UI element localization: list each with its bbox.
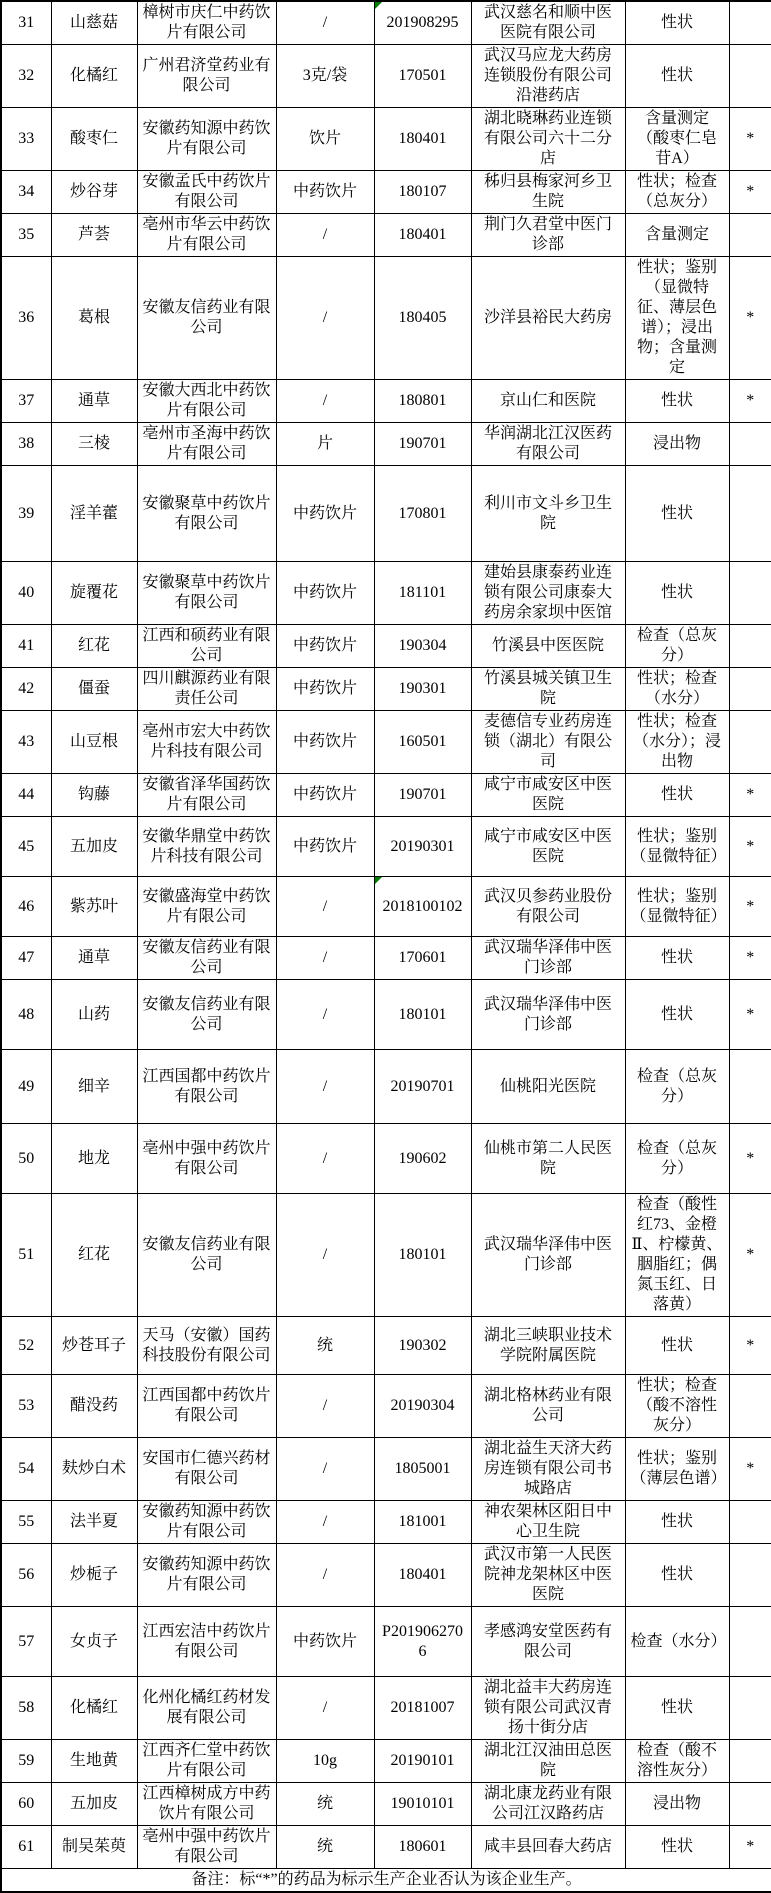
- table-row: [1, 1438, 771, 1501]
- batch-cell: 20190101: [374, 1740, 471, 1783]
- star-cell: [729, 1740, 771, 1783]
- test-items-cell: 检查（总灰分）: [625, 1050, 729, 1124]
- batch-cell: 2018100102: [374, 877, 471, 937]
- batch-cell: 180401: [374, 214, 471, 257]
- sampled-unit-cell: 咸宁市咸安区中医医院: [471, 817, 625, 877]
- drug-name-cell: 化橘红: [51, 1677, 137, 1740]
- test-items-cell: 性状；检查（水分）: [625, 668, 729, 711]
- spec-cell: 统: [276, 1317, 374, 1375]
- star-cell: [729, 1501, 771, 1544]
- spec-cell: /: [276, 877, 374, 937]
- star-cell: [729, 1607, 771, 1677]
- batch-cell: 181001: [374, 1501, 471, 1544]
- table-row: [1, 1544, 771, 1607]
- spec-cell: /: [276, 1194, 374, 1317]
- seq-cell: 58: [1, 1677, 51, 1740]
- manufacturer-cell: 安徽大西北中药饮片有限公司: [137, 380, 276, 423]
- sampled-unit-cell: 湖北益丰大药房连锁有限公司武汉青扬十街分店: [471, 1677, 625, 1740]
- star-cell: *: [729, 108, 771, 171]
- star-cell: *: [729, 1124, 771, 1194]
- sampled-unit-cell: 武汉瑞华泽伟中医门诊部: [471, 937, 625, 980]
- spec-cell: 中药饮片: [276, 774, 374, 817]
- spec-cell: /: [276, 1050, 374, 1124]
- seq-cell: 59: [1, 1740, 51, 1783]
- star-cell: *: [729, 257, 771, 380]
- table-row: [1, 466, 771, 562]
- drug-name-cell: 通草: [51, 380, 137, 423]
- table-row: [1, 1124, 771, 1194]
- sampled-unit-cell: 咸丰县回春大药店: [471, 1826, 625, 1869]
- table-row: [1, 380, 771, 423]
- sampled-unit-cell: 秭归县梅家河乡卫生院: [471, 171, 625, 214]
- batch-cell: 1805001: [374, 1438, 471, 1501]
- table-row: [1, 1, 771, 45]
- spec-cell: 中药饮片: [276, 171, 374, 214]
- table-row: [1, 1826, 771, 1869]
- table-row: [1, 1501, 771, 1544]
- manufacturer-cell: 安徽药知源中药饮片有限公司: [137, 1544, 276, 1607]
- seq-cell: 61: [1, 1826, 51, 1869]
- footnote: 备注：标“*”的药品为标示生产企业否认为该企业生产。: [1, 1869, 771, 1893]
- manufacturer-cell: 樟树市庆仁中药饮片有限公司: [137, 1, 276, 45]
- spec-cell: /: [276, 1438, 374, 1501]
- manufacturer-cell: 安徽华鼎堂中药饮片科技有限公司: [137, 817, 276, 877]
- batch-cell: 170801: [374, 466, 471, 562]
- table-row: [1, 1607, 771, 1677]
- spec-cell: 中药饮片: [276, 466, 374, 562]
- test-items-cell: 性状: [625, 1544, 729, 1607]
- table-row: [1, 937, 771, 980]
- star-cell: [729, 466, 771, 562]
- sampled-unit-cell: 湖北三峡职业技术学院附属医院: [471, 1317, 625, 1375]
- manufacturer-cell: 安徽友信药业有限公司: [137, 937, 276, 980]
- batch-cell: 180801: [374, 380, 471, 423]
- sampled-unit-cell: 仙桃阳光医院: [471, 1050, 625, 1124]
- sampled-unit-cell: 麦德信专业药房连锁（湖北）有限公司: [471, 711, 625, 774]
- star-cell: [729, 1375, 771, 1438]
- spec-cell: /: [276, 1501, 374, 1544]
- drug-name-cell: 山慈菇: [51, 1, 137, 45]
- drug-name-cell: 酸枣仁: [51, 108, 137, 171]
- spec-cell: 统: [276, 1826, 374, 1869]
- drug-name-cell: 葛根: [51, 257, 137, 380]
- spec-cell: 中药饮片: [276, 562, 374, 625]
- seq-cell: 48: [1, 980, 51, 1050]
- batch-cell: 181101: [374, 562, 471, 625]
- seq-cell: 50: [1, 1124, 51, 1194]
- seq-cell: 44: [1, 774, 51, 817]
- manufacturer-cell: 安国市仁德兴药材有限公司: [137, 1438, 276, 1501]
- drug-name-cell: 化橘红: [51, 45, 137, 108]
- test-items-cell: 性状；检查（水分）；浸出物: [625, 711, 729, 774]
- test-items-cell: 性状；检查（酸不溶性灰分）: [625, 1375, 729, 1438]
- table-row: [1, 711, 771, 774]
- manufacturer-cell: 江西国都中药饮片有限公司: [137, 1375, 276, 1438]
- sampled-unit-cell: 咸宁市咸安区中医医院: [471, 774, 625, 817]
- seq-cell: 42: [1, 668, 51, 711]
- test-items-cell: 性状；鉴别（显微特征）: [625, 817, 729, 877]
- seq-cell: 36: [1, 257, 51, 380]
- batch-cell: 180401: [374, 1544, 471, 1607]
- test-items-cell: 性状；检查（总灰分）: [625, 171, 729, 214]
- manufacturer-cell: 江西和硕药业有限公司: [137, 625, 276, 668]
- test-items-cell: 性状: [625, 562, 729, 625]
- test-items-cell: 检查（水分）: [625, 1607, 729, 1677]
- test-items-cell: 性状；鉴别（薄层色谱）: [625, 1438, 729, 1501]
- drug-name-cell: 麸炒白术: [51, 1438, 137, 1501]
- test-items-cell: 性状: [625, 466, 729, 562]
- drug-name-cell: 钩藤: [51, 774, 137, 817]
- sampled-unit-cell: 华润湖北江汉医药有限公司: [471, 423, 625, 466]
- sampled-unit-cell: 武汉贝参药业股份有限公司: [471, 877, 625, 937]
- star-cell: *: [729, 171, 771, 214]
- seq-cell: 55: [1, 1501, 51, 1544]
- seq-cell: 57: [1, 1607, 51, 1677]
- star-cell: *: [729, 1194, 771, 1317]
- star-cell: [729, 1, 771, 45]
- batch-cell: 20190301: [374, 817, 471, 877]
- sampled-unit-cell: 沙洋县裕民大药房: [471, 257, 625, 380]
- test-items-cell: 浸出物: [625, 1783, 729, 1826]
- seq-cell: 39: [1, 466, 51, 562]
- sampled-unit-cell: 湖北益生天济大药房连锁有限公司书城路店: [471, 1438, 625, 1501]
- manufacturer-cell: 江西齐仁堂中药饮片有限公司: [137, 1740, 276, 1783]
- drug-table-body: [1, 1, 771, 1869]
- star-cell: *: [729, 1317, 771, 1375]
- seq-cell: 40: [1, 562, 51, 625]
- test-items-cell: 性状；鉴别（显微特征）: [625, 877, 729, 937]
- cell-flag-triangle-icon: [375, 877, 382, 884]
- batch-cell: 190602: [374, 1124, 471, 1194]
- table-row: [1, 214, 771, 257]
- seq-cell: 43: [1, 711, 51, 774]
- star-cell: *: [729, 380, 771, 423]
- sampled-unit-cell: 孝感鸿安堂医药有限公司: [471, 1607, 625, 1677]
- seq-cell: 47: [1, 937, 51, 980]
- manufacturer-cell: 江西樟树成方中药饮片有限公司: [137, 1783, 276, 1826]
- drug-name-cell: 五加皮: [51, 817, 137, 877]
- spec-cell: 中药饮片: [276, 711, 374, 774]
- spec-cell: 10g: [276, 1740, 374, 1783]
- drug-name-cell: 制吴茱萸: [51, 1826, 137, 1869]
- seq-cell: 31: [1, 1, 51, 45]
- sampled-unit-cell: 武汉马应龙大药房连锁股份有限公司沿港药店: [471, 45, 625, 108]
- spec-cell: /: [276, 257, 374, 380]
- test-items-cell: 性状: [625, 937, 729, 980]
- manufacturer-cell: 安徽友信药业有限公司: [137, 257, 276, 380]
- drug-name-cell: 法半夏: [51, 1501, 137, 1544]
- sampled-unit-cell: 武汉慈名和顺中医医院有限公司: [471, 1, 625, 45]
- spec-cell: 饮片: [276, 108, 374, 171]
- drug-name-cell: 炒谷芽: [51, 171, 137, 214]
- drug-name-cell: 醋没药: [51, 1375, 137, 1438]
- batch-cell: 170601: [374, 937, 471, 980]
- spec-cell: /: [276, 1544, 374, 1607]
- test-items-cell: 性状: [625, 774, 729, 817]
- batch-cell: 180401: [374, 108, 471, 171]
- table-row: [1, 1783, 771, 1826]
- sampled-unit-cell: 武汉瑞华泽伟中医门诊部: [471, 980, 625, 1050]
- manufacturer-cell: 安徽聚草中药饮片有限公司: [137, 562, 276, 625]
- test-items-cell: 性状: [625, 1826, 729, 1869]
- drug-name-cell: 女贞子: [51, 1607, 137, 1677]
- cell-flag-triangle-icon: [375, 2, 382, 9]
- table-row: [1, 625, 771, 668]
- sampled-unit-cell: 湖北晓琳药业连锁有限公司六十二分店: [471, 108, 625, 171]
- sampled-unit-cell: 建始县康泰药业连锁有限公司康泰大药房余家坝中医馆: [471, 562, 625, 625]
- spec-cell: /: [276, 1, 374, 45]
- seq-cell: 34: [1, 171, 51, 214]
- test-items-cell: 性状；鉴别（显微特征、薄层色谱）；浸出物；含量测定: [625, 257, 729, 380]
- manufacturer-cell: 四川麒源药业有限责任公司: [137, 668, 276, 711]
- spec-cell: 中药饮片: [276, 625, 374, 668]
- spec-cell: /: [276, 980, 374, 1050]
- test-items-cell: 性状: [625, 1677, 729, 1740]
- batch-cell: 160501: [374, 711, 471, 774]
- table-row: [1, 668, 771, 711]
- drug-name-cell: 僵蚕: [51, 668, 137, 711]
- manufacturer-cell: 亳州中强中药饮片有限公司: [137, 1826, 276, 1869]
- spec-cell: 片: [276, 423, 374, 466]
- spec-cell: /: [276, 1677, 374, 1740]
- manufacturer-cell: 广州君济堂药业有限公司: [137, 45, 276, 108]
- table-row: [1, 1317, 771, 1375]
- batch-cell: 180101: [374, 980, 471, 1050]
- manufacturer-cell: 安徽盛海堂中药饮片有限公司: [137, 877, 276, 937]
- batch-cell: 20181007: [374, 1677, 471, 1740]
- seq-cell: 46: [1, 877, 51, 937]
- star-cell: [729, 668, 771, 711]
- table-row: [1, 774, 771, 817]
- drug-name-cell: 淫羊藿: [51, 466, 137, 562]
- sampled-unit-cell: 湖北江汉油田总医院: [471, 1740, 625, 1783]
- test-items-cell: 性状: [625, 1501, 729, 1544]
- table-row: [1, 1375, 771, 1438]
- seq-cell: 56: [1, 1544, 51, 1607]
- star-cell: [729, 711, 771, 774]
- manufacturer-cell: 亳州市圣海中药饮片有限公司: [137, 423, 276, 466]
- test-items-cell: 性状: [625, 45, 729, 108]
- test-items-cell: 性状: [625, 1317, 729, 1375]
- manufacturer-cell: 亳州市宏大中药饮片科技有限公司: [137, 711, 276, 774]
- sampled-unit-cell: 竹溪县中医医院: [471, 625, 625, 668]
- spec-cell: 统: [276, 1783, 374, 1826]
- manufacturer-cell: 亳州中强中药饮片有限公司: [137, 1124, 276, 1194]
- sampled-unit-cell: 竹溪县城关镇卫生院: [471, 668, 625, 711]
- test-items-cell: 检查（酸不溶性灰分）: [625, 1740, 729, 1783]
- star-cell: *: [729, 877, 771, 937]
- manufacturer-cell: 安徽药知源中药饮片有限公司: [137, 108, 276, 171]
- sampled-unit-cell: 利川市文斗乡卫生院: [471, 466, 625, 562]
- manufacturer-cell: 安徽友信药业有限公司: [137, 980, 276, 1050]
- batch-cell: 20190701: [374, 1050, 471, 1124]
- table-row: [1, 1050, 771, 1124]
- batch-cell: 180107: [374, 171, 471, 214]
- star-cell: *: [729, 980, 771, 1050]
- table-row: [1, 108, 771, 171]
- drug-name-cell: 山豆根: [51, 711, 137, 774]
- seq-cell: 51: [1, 1194, 51, 1317]
- drug-name-cell: 生地黄: [51, 1740, 137, 1783]
- seq-cell: 41: [1, 625, 51, 668]
- table-row: [1, 1740, 771, 1783]
- seq-cell: 53: [1, 1375, 51, 1438]
- test-items-cell: 检查（酸性红73、金橙Ⅱ、柠檬黄、胭脂红；偶氮玉红、日落黄）: [625, 1194, 729, 1317]
- seq-cell: 32: [1, 45, 51, 108]
- star-cell: *: [729, 1438, 771, 1501]
- table-row: [1, 1677, 771, 1740]
- drug-name-cell: 细辛: [51, 1050, 137, 1124]
- seq-cell: 33: [1, 108, 51, 171]
- test-items-cell: 性状: [625, 380, 729, 423]
- seq-cell: 38: [1, 423, 51, 466]
- sampled-unit-cell: 武汉瑞华泽伟中医门诊部: [471, 1194, 625, 1317]
- manufacturer-cell: 安徽药知源中药饮片有限公司: [137, 1501, 276, 1544]
- manufacturer-cell: 安徽省泽华国药饮片有限公司: [137, 774, 276, 817]
- batch-cell: 201908295: [374, 1, 471, 45]
- spec-cell: 中药饮片: [276, 668, 374, 711]
- drug-name-cell: 芦荟: [51, 214, 137, 257]
- seq-cell: 35: [1, 214, 51, 257]
- star-cell: [729, 1050, 771, 1124]
- table-row: [1, 423, 771, 466]
- drug-name-cell: 紫苏叶: [51, 877, 137, 937]
- batch-cell: 170501: [374, 45, 471, 108]
- manufacturer-cell: 江西宏洁中药饮片有限公司: [137, 1607, 276, 1677]
- table-row: [1, 45, 771, 108]
- manufacturer-cell: 天马（安徽）国药科技股份有限公司: [137, 1317, 276, 1375]
- seq-cell: 54: [1, 1438, 51, 1501]
- footnote-body: [1, 1869, 771, 1893]
- table-row: [1, 171, 771, 214]
- batch-cell: P2019062706: [374, 1607, 471, 1677]
- manufacturer-cell: 安徽聚草中药饮片有限公司: [137, 466, 276, 562]
- drug-name-cell: 地龙: [51, 1124, 137, 1194]
- star-cell: [729, 1544, 771, 1607]
- star-cell: [729, 625, 771, 668]
- star-cell: *: [729, 1826, 771, 1869]
- star-cell: *: [729, 774, 771, 817]
- manufacturer-cell: 安徽友信药业有限公司: [137, 1194, 276, 1317]
- seq-cell: 52: [1, 1317, 51, 1375]
- seq-cell: 45: [1, 817, 51, 877]
- spec-cell: 中药饮片: [276, 1607, 374, 1677]
- table-row: [1, 1194, 771, 1317]
- batch-cell: 190301: [374, 668, 471, 711]
- sampled-unit-cell: 武汉市第一人民医院神龙架林区中医医院: [471, 1544, 625, 1607]
- table-row: [1, 980, 771, 1050]
- batch-cell: 180405: [374, 257, 471, 380]
- table-row: [1, 877, 771, 937]
- drug-name-cell: 三棱: [51, 423, 137, 466]
- sampled-unit-cell: 湖北康龙药业有限公司江汉路药店: [471, 1783, 625, 1826]
- star-cell: [729, 1783, 771, 1826]
- test-items-cell: 含量测定: [625, 214, 729, 257]
- star-cell: [729, 562, 771, 625]
- spec-cell: /: [276, 214, 374, 257]
- batch-cell: 190701: [374, 423, 471, 466]
- test-items-cell: 浸出物: [625, 423, 729, 466]
- sampled-unit-cell: 京山仁和医院: [471, 380, 625, 423]
- seq-cell: 37: [1, 380, 51, 423]
- drug-name-cell: 五加皮: [51, 1783, 137, 1826]
- star-cell: [729, 45, 771, 108]
- test-items-cell: 含量测定（酸枣仁皂苷A）: [625, 108, 729, 171]
- test-items-cell: 检查（总灰分）: [625, 1124, 729, 1194]
- drug-name-cell: 旋覆花: [51, 562, 137, 625]
- batch-cell: 20190304: [374, 1375, 471, 1438]
- batch-cell: 19010101: [374, 1783, 471, 1826]
- spec-cell: 3克/袋: [276, 45, 374, 108]
- spec-cell: /: [276, 380, 374, 423]
- manufacturer-cell: 安徽孟氏中药饮片有限公司: [137, 171, 276, 214]
- manufacturer-cell: 化州化橘红药材发展有限公司: [137, 1677, 276, 1740]
- table-row: [1, 817, 771, 877]
- drug-name-cell: 山药: [51, 980, 137, 1050]
- table-row: [1, 562, 771, 625]
- star-cell: *: [729, 937, 771, 980]
- sampled-unit-cell: 仙桃市第二人民医院: [471, 1124, 625, 1194]
- batch-cell: 190701: [374, 774, 471, 817]
- test-items-cell: 性状: [625, 980, 729, 1050]
- sampled-unit-cell: 湖北格林药业有限公司: [471, 1375, 625, 1438]
- drug-name-cell: 炒苍耳子: [51, 1317, 137, 1375]
- seq-cell: 49: [1, 1050, 51, 1124]
- spec-cell: /: [276, 937, 374, 980]
- batch-cell: 190302: [374, 1317, 471, 1375]
- footnote-row: [1, 1869, 771, 1893]
- star-cell: [729, 423, 771, 466]
- test-items-cell: 性状: [625, 1, 729, 45]
- spec-cell: 中药饮片: [276, 817, 374, 877]
- drug-name-cell: 炒栀子: [51, 1544, 137, 1607]
- batch-cell: 180601: [374, 1826, 471, 1869]
- batch-cell: 180101: [374, 1194, 471, 1317]
- manufacturer-cell: 亳州市华云中药饮片有限公司: [137, 214, 276, 257]
- drug-name-cell: 红花: [51, 1194, 137, 1317]
- star-cell: *: [729, 817, 771, 877]
- spec-cell: /: [276, 1124, 374, 1194]
- manufacturer-cell: 江西国都中药饮片有限公司: [137, 1050, 276, 1124]
- drug-name-cell: 红花: [51, 625, 137, 668]
- spec-cell: /: [276, 1375, 374, 1438]
- star-cell: [729, 214, 771, 257]
- table-row: [1, 257, 771, 380]
- star-cell: [729, 1677, 771, 1740]
- drug-name-cell: 通草: [51, 937, 137, 980]
- sampled-unit-cell: 神农架林区阳日中心卫生院: [471, 1501, 625, 1544]
- seq-cell: 60: [1, 1783, 51, 1826]
- sampled-unit-cell: 荆门久君堂中医门诊部: [471, 214, 625, 257]
- batch-cell: 190304: [374, 625, 471, 668]
- test-items-cell: 检查（总灰分）: [625, 625, 729, 668]
